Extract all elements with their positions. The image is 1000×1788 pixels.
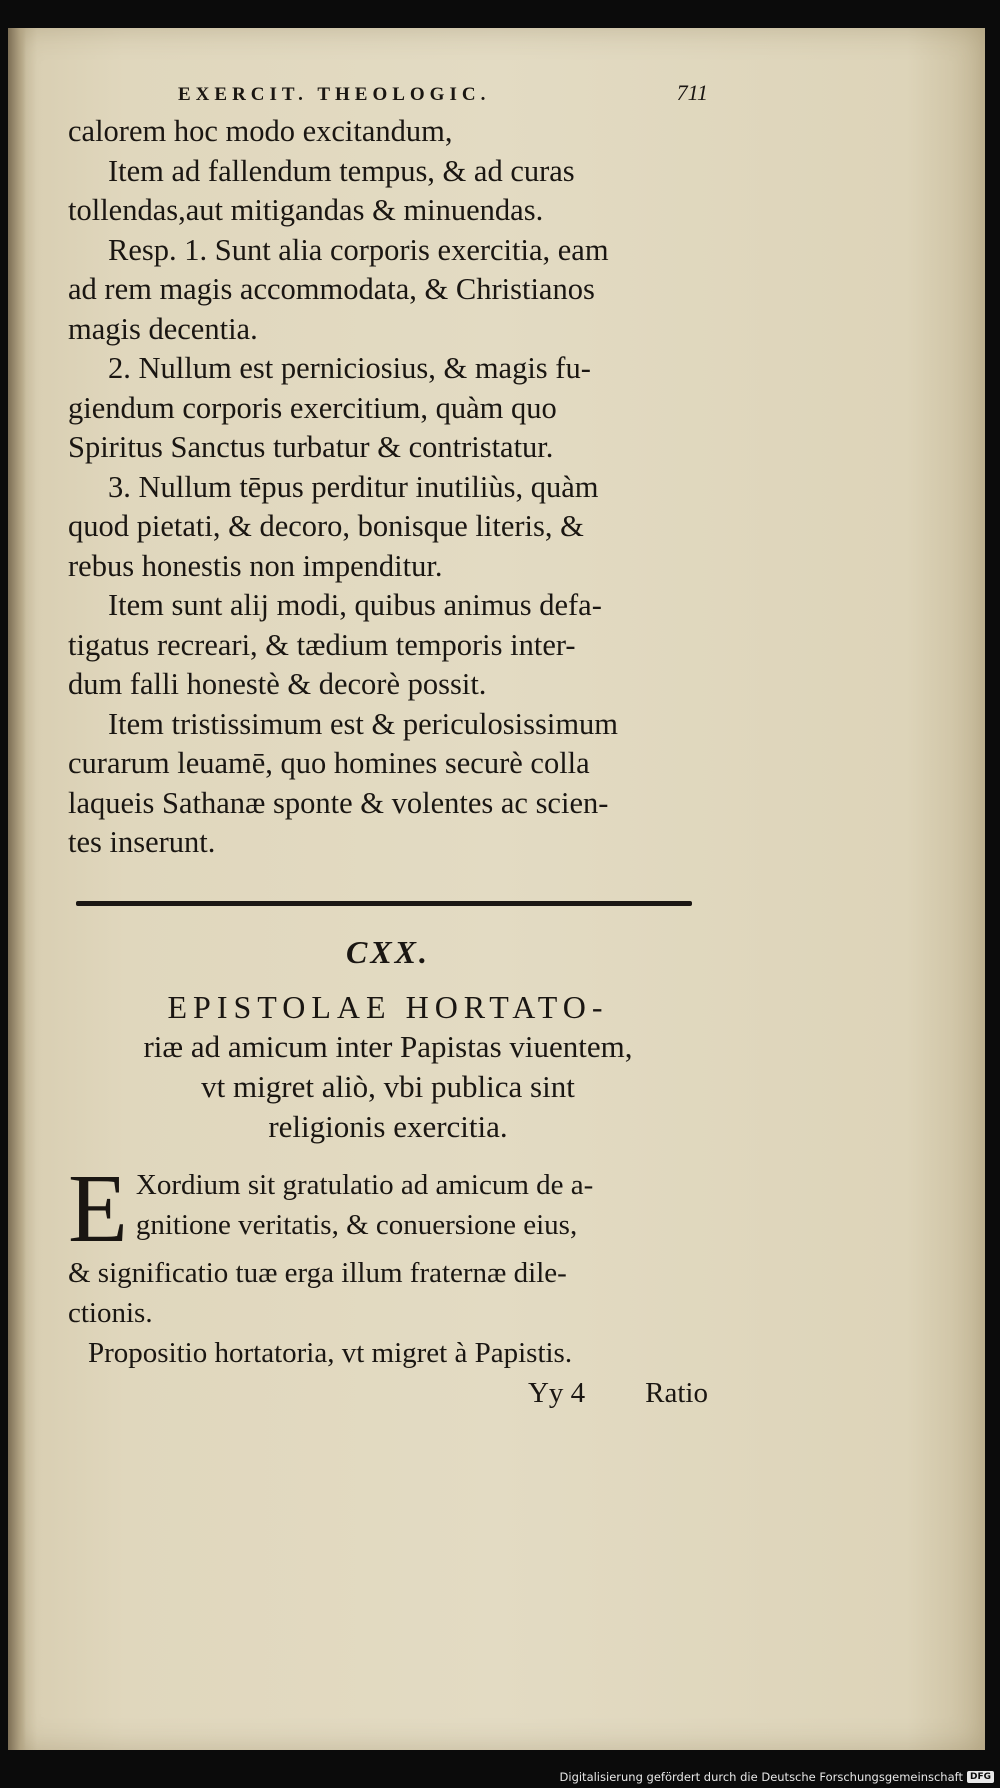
exordium-continuation	[68, 1253, 708, 1373]
text-line: Item tristissimum est & periculosissimum	[108, 706, 619, 741]
exordium-line: ctionis.	[68, 1296, 153, 1329]
text-line: 3. Nullum tēpus perditur inutiliùs, quàm	[108, 469, 599, 504]
signature-mark: Yy 4	[527, 1376, 586, 1409]
exordium-line: gnitione veritatis, & conuersione eius,	[135, 1208, 578, 1241]
text-line: 2. Nullum est perniciosius, & magis fu-	[108, 351, 591, 385]
exordium-line: Xordium sit gratulatio ad amicum de a-	[135, 1168, 594, 1201]
running-head	[68, 80, 708, 110]
book-spine-shadow	[8, 28, 26, 1750]
section-divider-rule	[76, 901, 692, 906]
book-page	[8, 28, 985, 1750]
chapter-number: CXX.	[345, 933, 431, 970]
text-line: curarum leuamē, quo homines securè colla	[68, 746, 590, 780]
text-line: giendum corporis exercitium, quàm quo	[68, 390, 557, 425]
text-line: dum falli honestè & decorè possit.	[68, 667, 487, 701]
page-number: 711	[676, 80, 708, 105]
drop-cap: E	[68, 1154, 128, 1263]
title-line: riæ ad amicum inter Papistas viuentem,	[143, 1028, 633, 1064]
title-line: religionis exercitia.	[268, 1108, 508, 1144]
chapter-title	[68, 987, 708, 1147]
text-line: tes inserunt.	[68, 825, 216, 859]
text-line: quod pietati, & decoro, bonisque literis, &	[68, 509, 584, 543]
text-line: Item ad fallendum tempus, & ad curas	[108, 153, 575, 188]
body-text	[68, 112, 708, 863]
running-head-title: EXERCIT. THEOLOGIC.	[178, 84, 491, 105]
signature-catchword-line	[68, 1373, 708, 1413]
text-line: ad rem magis accommodata, & Christianos	[68, 272, 595, 306]
text-line: Spiritus Sanctus turbatur & contristatur.	[68, 430, 554, 464]
text-line: tigatus recreari, & tædium temporis inter-	[68, 627, 576, 662]
digitization-credit	[560, 1770, 994, 1784]
title-line: vt migret aliò, vbi publica sint	[201, 1068, 575, 1104]
credit-text: Digitalisierung gefördert durch die Deutsche Forschungsgemeinschaft	[559, 1770, 963, 1784]
catchword: Ratio	[645, 1376, 708, 1409]
page-text-block	[68, 80, 708, 1413]
propositio-line: Propositio hortatoria, vt migret à Papistis.	[88, 1336, 573, 1369]
text-line: Resp. 1. Sunt alia corporis exercitia, eam	[108, 232, 609, 267]
text-line: rebus honestis non impenditur.	[68, 548, 443, 583]
exordium-paragraph	[68, 1154, 708, 1263]
text-line: Item sunt alij modi, quibus animus defa-	[108, 588, 602, 622]
dfg-logo: DFG	[967, 1771, 994, 1783]
text-line: calorem hoc modo excitandum,	[68, 114, 453, 148]
text-line: magis decentia.	[68, 311, 258, 346]
title-line: EPISTOLAE HORTATO-	[167, 988, 609, 1025]
text-line: tollendas,aut mitigandas & minuendas.	[68, 193, 544, 227]
exordium-line: & significatio tuæ erga illum fraternæ dile-	[68, 1256, 567, 1289]
text-line: laqueis Sathanæ sponte & volentes ac scien-	[68, 785, 609, 820]
